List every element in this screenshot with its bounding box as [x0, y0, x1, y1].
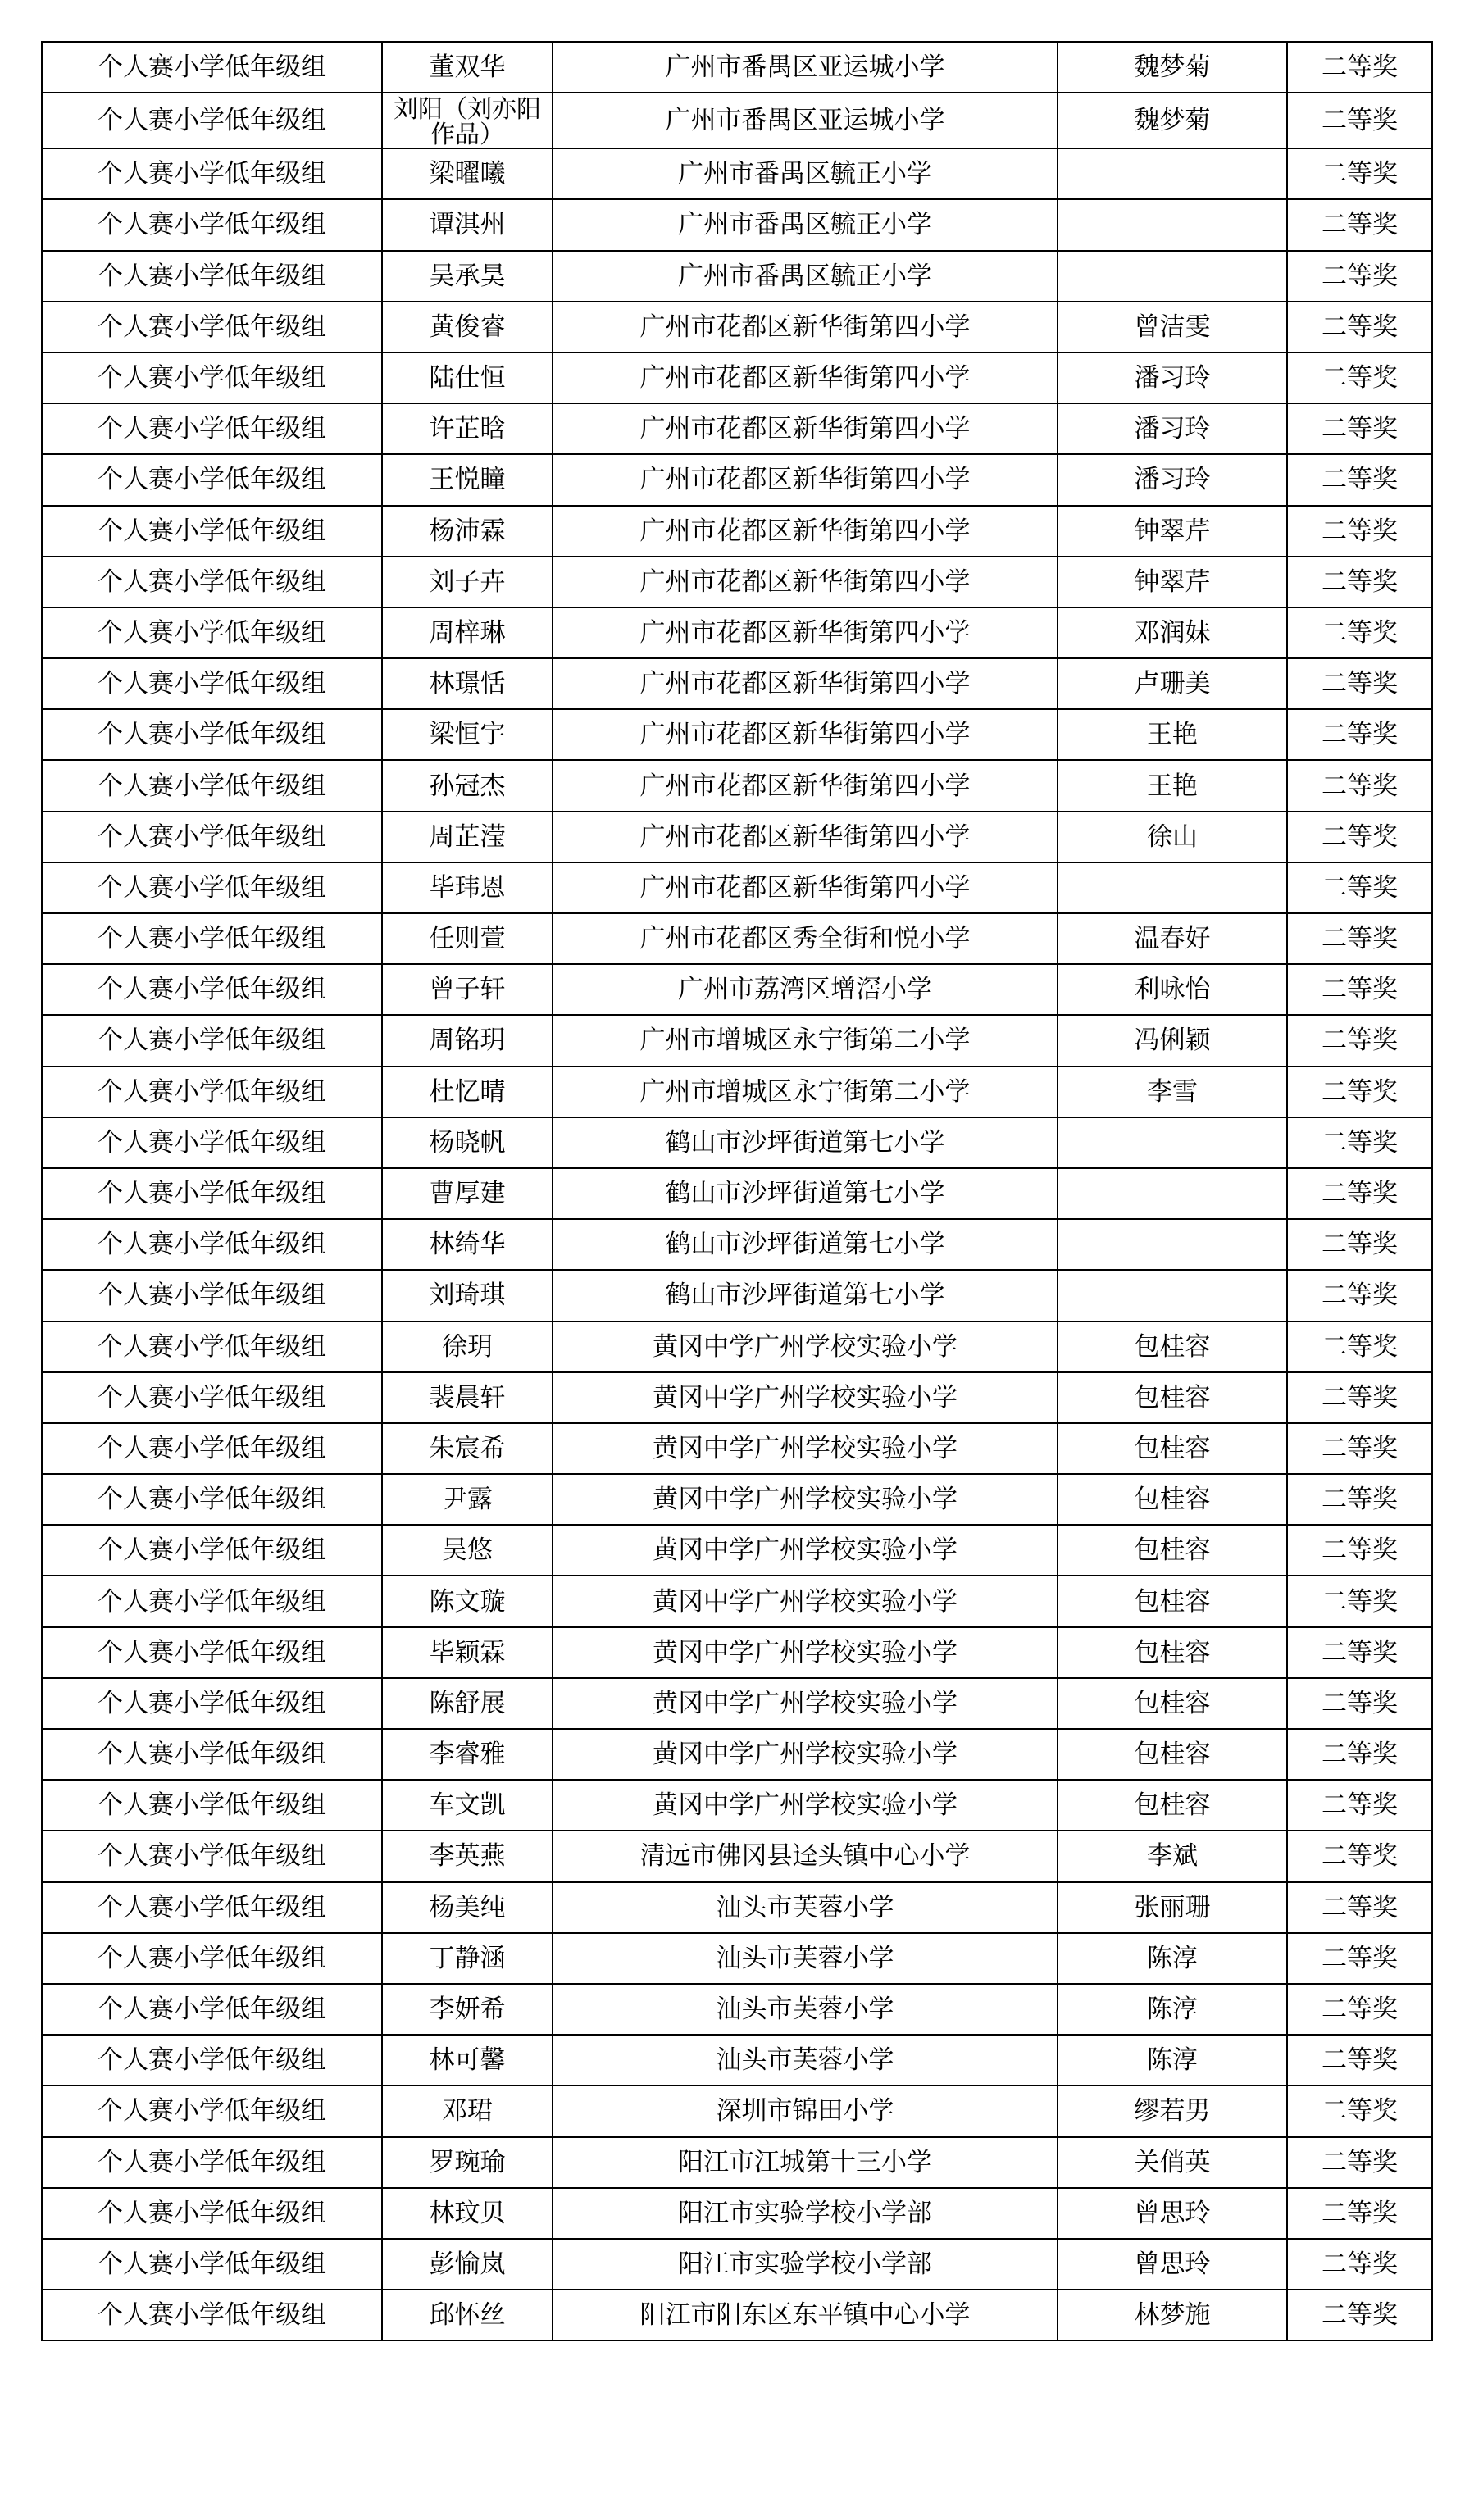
award-cell: 二等奖	[1287, 1372, 1432, 1423]
teacher-cell	[1058, 862, 1287, 913]
student-name-cell: 曹厚建	[382, 1168, 553, 1219]
teacher-cell: 李雪	[1058, 1067, 1287, 1117]
table-row	[42, 1984, 1432, 2035]
teacher-cell	[1058, 251, 1287, 302]
teacher-cell: 包桂容	[1058, 1678, 1287, 1729]
school-cell: 黄冈中学广州学校实验小学	[553, 1321, 1058, 1372]
school-cell: 黄冈中学广州学校实验小学	[553, 1780, 1058, 1831]
award-cell: 二等奖	[1287, 1525, 1432, 1576]
teacher-cell: 包桂容	[1058, 1576, 1287, 1626]
teacher-cell: 包桂容	[1058, 1525, 1287, 1576]
award-cell: 二等奖	[1287, 2290, 1432, 2340]
table-row	[42, 607, 1432, 658]
school-cell: 广州市花都区新华街第四小学	[553, 302, 1058, 353]
teacher-cell: 魏梦菊	[1058, 93, 1287, 148]
table-row	[42, 2086, 1432, 2136]
award-cell: 二等奖	[1287, 1831, 1432, 1881]
table-row	[42, 2188, 1432, 2239]
award-cell: 二等奖	[1287, 2137, 1432, 2188]
table-row	[42, 1372, 1432, 1423]
school-cell: 黄冈中学广州学校实验小学	[553, 1627, 1058, 1678]
group-cell: 个人赛小学低年级组	[42, 302, 382, 353]
award-cell: 二等奖	[1287, 1474, 1432, 1525]
table-row	[42, 353, 1432, 403]
teacher-cell: 魏梦菊	[1058, 42, 1287, 93]
table-row	[42, 454, 1432, 505]
award-cell: 二等奖	[1287, 148, 1432, 199]
group-cell: 个人赛小学低年级组	[42, 199, 382, 250]
student-name-cell: 陈舒展	[382, 1678, 553, 1729]
student-name-cell: 吴承昊	[382, 251, 553, 302]
table-row	[42, 1219, 1432, 1270]
table-row	[42, 1474, 1432, 1525]
award-cell: 二等奖	[1287, 913, 1432, 964]
group-cell: 个人赛小学低年级组	[42, 1678, 382, 1729]
group-cell: 个人赛小学低年级组	[42, 2239, 382, 2290]
student-name-cell: 王悦瞳	[382, 454, 553, 505]
teacher-cell: 潘习玲	[1058, 454, 1287, 505]
student-name-cell: 梁曜曦	[382, 148, 553, 199]
teacher-cell: 关俏英	[1058, 2137, 1287, 2188]
teacher-cell: 卢珊美	[1058, 658, 1287, 709]
teacher-cell: 陈淳	[1058, 1933, 1287, 1984]
teacher-cell: 利咏怡	[1058, 964, 1287, 1015]
teacher-cell: 曾洁雯	[1058, 302, 1287, 353]
teacher-cell: 邓润妹	[1058, 607, 1287, 658]
student-name-cell: 林玟贝	[382, 2188, 553, 2239]
student-name-cell: 丁静涵	[382, 1933, 553, 1984]
school-cell: 广州市花都区新华街第四小学	[553, 557, 1058, 607]
school-cell: 广州市花都区新华街第四小学	[553, 403, 1058, 454]
group-cell: 个人赛小学低年级组	[42, 353, 382, 403]
student-name-cell: 朱宸希	[382, 1423, 553, 1474]
award-cell: 二等奖	[1287, 812, 1432, 862]
student-name-cell: 吴悠	[382, 1525, 553, 1576]
group-cell: 个人赛小学低年级组	[42, 148, 382, 199]
teacher-cell	[1058, 1219, 1287, 1270]
student-name-cell: 杨晓帆	[382, 1117, 553, 1168]
school-cell: 广州市花都区新华街第四小学	[553, 506, 1058, 557]
school-cell: 汕头市芙蓉小学	[553, 1882, 1058, 1933]
student-name-cell: 陆仕恒	[382, 353, 553, 403]
table-row	[42, 1423, 1432, 1474]
table-row	[42, 302, 1432, 353]
group-cell: 个人赛小学低年级组	[42, 506, 382, 557]
school-cell: 黄冈中学广州学校实验小学	[553, 1372, 1058, 1423]
student-name-cell: 李睿雅	[382, 1729, 553, 1780]
award-cell: 二等奖	[1287, 1270, 1432, 1321]
teacher-cell: 包桂容	[1058, 1372, 1287, 1423]
student-name-cell: 董双华	[382, 42, 553, 93]
group-cell: 个人赛小学低年级组	[42, 607, 382, 658]
group-cell: 个人赛小学低年级组	[42, 251, 382, 302]
school-cell: 黄冈中学广州学校实验小学	[553, 1423, 1058, 1474]
teacher-cell: 温春好	[1058, 913, 1287, 964]
student-name-cell: 裴晨轩	[382, 1372, 553, 1423]
table-row	[42, 760, 1432, 811]
award-cell: 二等奖	[1287, 1678, 1432, 1729]
student-name-cell: 刘子卉	[382, 557, 553, 607]
group-cell: 个人赛小学低年级组	[42, 760, 382, 811]
award-cell: 二等奖	[1287, 2086, 1432, 2136]
student-name-cell: 陈文璇	[382, 1576, 553, 1626]
table-row	[42, 1067, 1432, 1117]
school-cell: 广州市花都区新华街第四小学	[553, 760, 1058, 811]
award-cell: 二等奖	[1287, 1321, 1432, 1372]
table-row	[42, 1831, 1432, 1881]
school-cell: 鹤山市沙坪街道第七小学	[553, 1219, 1058, 1270]
student-name-cell: 林璟恬	[382, 658, 553, 709]
school-cell: 广州市花都区新华街第四小学	[553, 862, 1058, 913]
award-cell: 二等奖	[1287, 964, 1432, 1015]
table-row	[42, 93, 1432, 148]
group-cell: 个人赛小学低年级组	[42, 1015, 382, 1066]
teacher-cell: 缪若男	[1058, 2086, 1287, 2136]
group-cell: 个人赛小学低年级组	[42, 964, 382, 1015]
table-row	[42, 2035, 1432, 2086]
student-name-cell: 杨美纯	[382, 1882, 553, 1933]
group-cell: 个人赛小学低年级组	[42, 1984, 382, 2035]
table-row	[42, 1576, 1432, 1626]
award-cell: 二等奖	[1287, 1117, 1432, 1168]
school-cell: 广州市增城区永宁街第二小学	[553, 1015, 1058, 1066]
table-row	[42, 251, 1432, 302]
school-cell: 广州市番禺区毓正小学	[553, 199, 1058, 250]
student-name-cell: 周梓琳	[382, 607, 553, 658]
teacher-cell: 王艳	[1058, 709, 1287, 760]
table-row	[42, 1729, 1432, 1780]
table-row	[42, 1117, 1432, 1168]
award-cell: 二等奖	[1287, 403, 1432, 454]
student-name-cell: 杨沛霖	[382, 506, 553, 557]
group-cell: 个人赛小学低年级组	[42, 1219, 382, 1270]
group-cell: 个人赛小学低年级组	[42, 1882, 382, 1933]
student-name-cell: 刘琦琪	[382, 1270, 553, 1321]
table-row	[42, 557, 1432, 607]
school-cell: 广州市花都区新华街第四小学	[553, 812, 1058, 862]
award-cell: 二等奖	[1287, 2188, 1432, 2239]
teacher-cell	[1058, 199, 1287, 250]
table-row	[42, 199, 1432, 250]
table-row	[42, 42, 1432, 93]
school-cell: 清远市佛冈县迳头镇中心小学	[553, 1831, 1058, 1881]
group-cell: 个人赛小学低年级组	[42, 557, 382, 607]
student-name-cell: 许芷晗	[382, 403, 553, 454]
school-cell: 广州市花都区秀全街和悦小学	[553, 913, 1058, 964]
student-name-cell: 李妍希	[382, 1984, 553, 2035]
group-cell: 个人赛小学低年级组	[42, 1067, 382, 1117]
table-row	[42, 913, 1432, 964]
student-name-cell: 曾子轩	[382, 964, 553, 1015]
teacher-cell: 陈淳	[1058, 1984, 1287, 2035]
table-row	[42, 964, 1432, 1015]
student-name-cell: 林绮华	[382, 1219, 553, 1270]
group-cell: 个人赛小学低年级组	[42, 93, 382, 148]
award-cell: 二等奖	[1287, 1729, 1432, 1780]
award-cell: 二等奖	[1287, 862, 1432, 913]
award-cell: 二等奖	[1287, 1933, 1432, 1984]
group-cell: 个人赛小学低年级组	[42, 2137, 382, 2188]
group-cell: 个人赛小学低年级组	[42, 2086, 382, 2136]
teacher-cell: 王艳	[1058, 760, 1287, 811]
group-cell: 个人赛小学低年级组	[42, 1933, 382, 1984]
award-cell: 二等奖	[1287, 302, 1432, 353]
student-name-cell: 任则萱	[382, 913, 553, 964]
school-cell: 汕头市芙蓉小学	[553, 1933, 1058, 1984]
group-cell: 个人赛小学低年级组	[42, 1780, 382, 1831]
student-name-cell: 车文凯	[382, 1780, 553, 1831]
student-name-cell: 彭愉岚	[382, 2239, 553, 2290]
table-row	[42, 1015, 1432, 1066]
school-cell: 广州市花都区新华街第四小学	[553, 353, 1058, 403]
table-row	[42, 1882, 1432, 1933]
teacher-cell: 包桂容	[1058, 1321, 1287, 1372]
awards-table-body	[42, 42, 1432, 2340]
group-cell: 个人赛小学低年级组	[42, 2290, 382, 2340]
award-cell: 二等奖	[1287, 1984, 1432, 2035]
teacher-cell: 包桂容	[1058, 1423, 1287, 1474]
student-name-cell: 黄俊睿	[382, 302, 553, 353]
group-cell: 个人赛小学低年级组	[42, 1423, 382, 1474]
teacher-cell	[1058, 148, 1287, 199]
student-name-cell: 谭淇州	[382, 199, 553, 250]
school-cell: 黄冈中学广州学校实验小学	[553, 1729, 1058, 1780]
student-name-cell: 毕玮恩	[382, 862, 553, 913]
group-cell: 个人赛小学低年级组	[42, 1729, 382, 1780]
group-cell: 个人赛小学低年级组	[42, 812, 382, 862]
group-cell: 个人赛小学低年级组	[42, 403, 382, 454]
teacher-cell	[1058, 1117, 1287, 1168]
teacher-cell: 徐山	[1058, 812, 1287, 862]
school-cell: 阳江市江城第十三小学	[553, 2137, 1058, 2188]
group-cell: 个人赛小学低年级组	[42, 42, 382, 93]
table-row	[42, 1525, 1432, 1576]
award-cell: 二等奖	[1287, 199, 1432, 250]
group-cell: 个人赛小学低年级组	[42, 913, 382, 964]
table-row	[42, 506, 1432, 557]
school-cell: 深圳市锦田小学	[553, 2086, 1058, 2136]
table-row	[42, 1933, 1432, 1984]
table-row	[42, 148, 1432, 199]
award-cell: 二等奖	[1287, 1067, 1432, 1117]
group-cell: 个人赛小学低年级组	[42, 1627, 382, 1678]
school-cell: 黄冈中学广州学校实验小学	[553, 1525, 1058, 1576]
award-cell: 二等奖	[1287, 1780, 1432, 1831]
student-name-cell: 邱怀丝	[382, 2290, 553, 2340]
school-cell: 鹤山市沙坪街道第七小学	[553, 1117, 1058, 1168]
award-cell: 二等奖	[1287, 2035, 1432, 2086]
school-cell: 广州市花都区新华街第四小学	[553, 709, 1058, 760]
table-row	[42, 1678, 1432, 1729]
school-cell: 鹤山市沙坪街道第七小学	[553, 1270, 1058, 1321]
teacher-cell: 李斌	[1058, 1831, 1287, 1881]
award-cell: 二等奖	[1287, 2239, 1432, 2290]
award-cell: 二等奖	[1287, 42, 1432, 93]
group-cell: 个人赛小学低年级组	[42, 1270, 382, 1321]
award-cell: 二等奖	[1287, 760, 1432, 811]
group-cell: 个人赛小学低年级组	[42, 454, 382, 505]
student-name-cell: 尹露	[382, 1474, 553, 1525]
student-name-cell: 刘阳（刘亦阳 作品）	[382, 93, 553, 148]
school-cell: 黄冈中学广州学校实验小学	[553, 1474, 1058, 1525]
table-row	[42, 812, 1432, 862]
group-cell: 个人赛小学低年级组	[42, 658, 382, 709]
group-cell: 个人赛小学低年级组	[42, 1117, 382, 1168]
group-cell: 个人赛小学低年级组	[42, 1321, 382, 1372]
teacher-cell: 潘习玲	[1058, 403, 1287, 454]
table-row	[42, 403, 1432, 454]
school-cell: 广州市花都区新华街第四小学	[553, 607, 1058, 658]
table-row	[42, 2239, 1432, 2290]
award-cell: 二等奖	[1287, 251, 1432, 302]
teacher-cell: 钟翠芹	[1058, 557, 1287, 607]
table-row	[42, 1627, 1432, 1678]
student-name-cell: 罗琬瑜	[382, 2137, 553, 2188]
group-cell: 个人赛小学低年级组	[42, 1525, 382, 1576]
table-row	[42, 2290, 1432, 2340]
group-cell: 个人赛小学低年级组	[42, 1168, 382, 1219]
teacher-cell: 包桂容	[1058, 1474, 1287, 1525]
school-cell: 广州市增城区永宁街第二小学	[553, 1067, 1058, 1117]
table-row	[42, 1168, 1432, 1219]
teacher-cell	[1058, 1168, 1287, 1219]
student-name-cell: 徐玥	[382, 1321, 553, 1372]
table-row	[42, 658, 1432, 709]
award-cell: 二等奖	[1287, 1627, 1432, 1678]
school-cell: 黄冈中学广州学校实验小学	[553, 1678, 1058, 1729]
award-cell: 二等奖	[1287, 1219, 1432, 1270]
award-cell: 二等奖	[1287, 506, 1432, 557]
group-cell: 个人赛小学低年级组	[42, 1474, 382, 1525]
student-name-cell: 周铭玥	[382, 1015, 553, 1066]
award-cell: 二等奖	[1287, 454, 1432, 505]
student-name-cell: 孙冠杰	[382, 760, 553, 811]
student-name-cell: 周芷滢	[382, 812, 553, 862]
table-row	[42, 862, 1432, 913]
school-cell: 汕头市芙蓉小学	[553, 1984, 1058, 2035]
teacher-cell	[1058, 1270, 1287, 1321]
teacher-cell: 曾思玲	[1058, 2239, 1287, 2290]
award-cell: 二等奖	[1287, 1168, 1432, 1219]
teacher-cell: 包桂容	[1058, 1780, 1287, 1831]
school-cell: 鹤山市沙坪街道第七小学	[553, 1168, 1058, 1219]
teacher-cell: 曾思玲	[1058, 2188, 1287, 2239]
award-cell: 二等奖	[1287, 658, 1432, 709]
award-cell: 二等奖	[1287, 1576, 1432, 1626]
award-cell: 二等奖	[1287, 1423, 1432, 1474]
student-name-cell: 林可馨	[382, 2035, 553, 2086]
teacher-cell: 包桂容	[1058, 1729, 1287, 1780]
teacher-cell: 潘习玲	[1058, 353, 1287, 403]
table-row	[42, 709, 1432, 760]
group-cell: 个人赛小学低年级组	[42, 709, 382, 760]
school-cell: 阳江市阳东区东平镇中心小学	[553, 2290, 1058, 2340]
teacher-cell: 钟翠芹	[1058, 506, 1287, 557]
school-cell: 广州市番禺区毓正小学	[553, 148, 1058, 199]
school-cell: 阳江市实验学校小学部	[553, 2239, 1058, 2290]
teacher-cell: 冯俐颖	[1058, 1015, 1287, 1066]
school-cell: 广州市花都区新华街第四小学	[553, 454, 1058, 505]
group-cell: 个人赛小学低年级组	[42, 1372, 382, 1423]
school-cell: 广州市花都区新华街第四小学	[553, 658, 1058, 709]
table-row	[42, 2137, 1432, 2188]
award-cell: 二等奖	[1287, 607, 1432, 658]
school-cell: 广州市荔湾区增滘小学	[553, 964, 1058, 1015]
group-cell: 个人赛小学低年级组	[42, 2188, 382, 2239]
award-cell: 二等奖	[1287, 709, 1432, 760]
student-name-cell: 梁恒宇	[382, 709, 553, 760]
teacher-cell: 包桂容	[1058, 1627, 1287, 1678]
awards-table	[41, 41, 1433, 2341]
table-row	[42, 1780, 1432, 1831]
school-cell: 广州市番禺区亚运城小学	[553, 93, 1058, 148]
award-cell: 二等奖	[1287, 557, 1432, 607]
table-row	[42, 1321, 1432, 1372]
award-cell: 二等奖	[1287, 1882, 1432, 1933]
student-name-cell: 李英燕	[382, 1831, 553, 1881]
group-cell: 个人赛小学低年级组	[42, 2035, 382, 2086]
group-cell: 个人赛小学低年级组	[42, 862, 382, 913]
award-cell: 二等奖	[1287, 353, 1432, 403]
school-cell: 黄冈中学广州学校实验小学	[553, 1576, 1058, 1626]
school-cell: 汕头市芙蓉小学	[553, 2035, 1058, 2086]
school-cell: 广州市番禺区亚运城小学	[553, 42, 1058, 93]
group-cell: 个人赛小学低年级组	[42, 1831, 382, 1881]
student-name-cell: 邓珺	[382, 2086, 553, 2136]
table-row	[42, 1270, 1432, 1321]
student-name-cell: 毕颖霖	[382, 1627, 553, 1678]
award-cell: 二等奖	[1287, 1015, 1432, 1066]
teacher-cell: 张丽珊	[1058, 1882, 1287, 1933]
teacher-cell: 林梦施	[1058, 2290, 1287, 2340]
award-cell: 二等奖	[1287, 93, 1432, 148]
teacher-cell: 陈淳	[1058, 2035, 1287, 2086]
school-cell: 广州市番禺区毓正小学	[553, 251, 1058, 302]
student-name-cell: 杜忆晴	[382, 1067, 553, 1117]
school-cell: 阳江市实验学校小学部	[553, 2188, 1058, 2239]
group-cell: 个人赛小学低年级组	[42, 1576, 382, 1626]
